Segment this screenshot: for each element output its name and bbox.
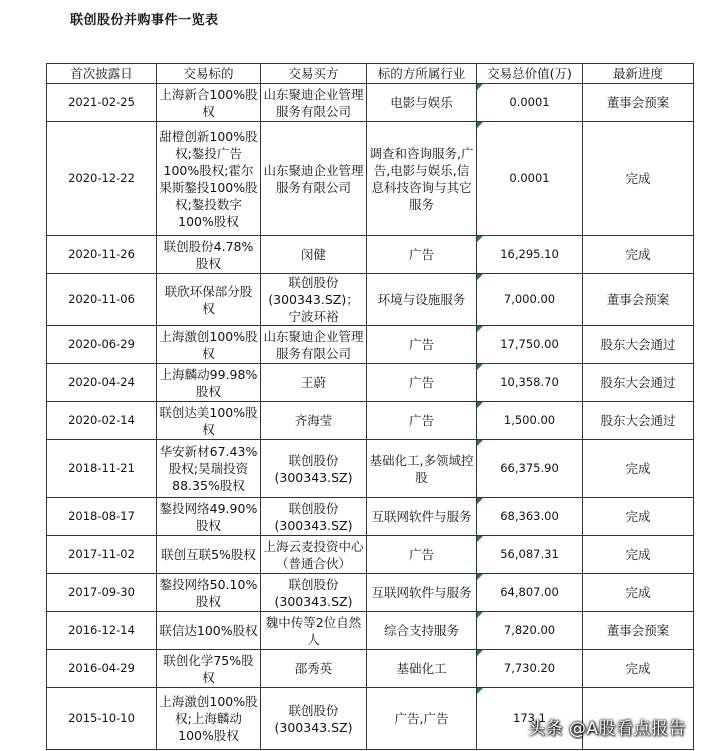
cell-disclosure-date: 2020-02-14	[47, 402, 157, 440]
cell-value: 7,820.00	[477, 612, 583, 650]
cell-buyer: 上海云麦投资中心（普通合伙）	[261, 536, 367, 574]
cell-industry: 广告	[367, 326, 477, 364]
cell-industry: 综合支持服务	[367, 612, 477, 650]
cell-disclosure-date: 2020-11-06	[47, 274, 157, 326]
cell-target: 甜橙创新100%股权;鏊投广告100%股权;霍尔果斯鏊投100%股权;鏊投数字100%股权	[157, 122, 261, 236]
cell-value: 64,807.00	[477, 574, 583, 612]
cell-progress: 完成	[583, 498, 694, 536]
cell-target: 上海麟动99.98%股权	[157, 364, 261, 402]
cell-buyer: 联创股份(300343.SZ)	[261, 574, 367, 612]
table-row	[47, 498, 694, 536]
cell-value: 0.0001	[477, 84, 583, 122]
cell-progress: 董事会预案	[583, 612, 694, 650]
table-row	[47, 440, 694, 498]
cell-industry: 广告	[367, 364, 477, 402]
cell-buyer: 山东聚迪企业管理服务有限公司	[261, 84, 367, 122]
cell-disclosure-date: 2020-11-26	[47, 236, 157, 274]
table-header-row	[47, 64, 694, 84]
cell-industry: 调查和咨询服务,广告,电影与娱乐,信息科技咨询与其它服务	[367, 122, 477, 236]
cell-industry: 电影与娱乐	[367, 84, 477, 122]
cell-target: 联创达美100%股权	[157, 402, 261, 440]
cell-industry: 环境与设施服务	[367, 274, 477, 326]
table-row	[47, 236, 694, 274]
cell-buyer: 魏中传等2位自然人	[261, 612, 367, 650]
cell-buyer: 齐海莹	[261, 402, 367, 440]
cell-disclosure-date: 2017-11-02	[47, 536, 157, 574]
cell-industry: 基础化工,多领域控股	[367, 440, 477, 498]
cell-value: 0.0001	[477, 122, 583, 236]
cell-target: 鏊投网络49.90%股权	[157, 498, 261, 536]
cell-buyer: 邵秀英	[261, 650, 367, 688]
cell-buyer: 联创股份(300343.SZ)；宁波环裕	[261, 274, 367, 326]
cell-industry: 广告	[367, 236, 477, 274]
cell-progress: 完成	[583, 122, 694, 236]
header-buyer: 交易买方	[261, 64, 367, 84]
cell-buyer: 山东聚迪企业管理服务有限公司	[261, 122, 367, 236]
cell-value: 10,358.70	[477, 364, 583, 402]
cell-industry: 广告,广告	[367, 688, 477, 750]
cell-industry: 互联网软件与服务	[367, 498, 477, 536]
table-row	[47, 122, 694, 236]
cell-progress: 完成	[583, 650, 694, 688]
table-row	[47, 650, 694, 688]
cell-disclosure-date: 2018-08-17	[47, 498, 157, 536]
header-progress: 最新进度	[583, 64, 694, 84]
cell-disclosure-date: 2018-11-21	[47, 440, 157, 498]
cell-disclosure-date: 2020-12-22	[47, 122, 157, 236]
cell-industry: 基础化工	[367, 650, 477, 688]
cell-progress: 完成	[583, 236, 694, 274]
table-row	[47, 402, 694, 440]
cell-disclosure-date: 2020-04-24	[47, 364, 157, 402]
cell-buyer: 王蔚	[261, 364, 367, 402]
cell-progress: 完成	[583, 440, 694, 498]
cell-value: 173,1	[477, 688, 583, 750]
cell-progress: 董事会预案	[583, 84, 694, 122]
cell-industry: 广告	[367, 402, 477, 440]
cell-progress: 完成	[583, 536, 694, 574]
cell-buyer: 闵健	[261, 236, 367, 274]
cell-value: 56,087.31	[477, 536, 583, 574]
cell-target: 上海新合100%股权	[157, 84, 261, 122]
cell-target: 联创互联5%股权	[157, 536, 261, 574]
cell-progress: 完成	[583, 574, 694, 612]
header-industry: 标的方所属行业	[367, 64, 477, 84]
header-disclosure-date: 首次披露日	[47, 64, 157, 84]
table-row	[47, 612, 694, 650]
cell-target: 联欣环保部分股权	[157, 274, 261, 326]
cell-progress: 股东大会通过	[583, 364, 694, 402]
cell-disclosure-date: 2020-06-29	[47, 326, 157, 364]
cell-disclosure-date: 2016-04-29	[47, 650, 157, 688]
cell-progress: 股东大会通过	[583, 402, 694, 440]
cell-progress: 股东大会通过	[583, 326, 694, 364]
table-row	[47, 274, 694, 326]
cell-target: 鏊投网络50.10%股权	[157, 574, 261, 612]
table-row	[47, 326, 694, 364]
cell-industry: 广告	[367, 536, 477, 574]
cell-disclosure-date: 2017-09-30	[47, 574, 157, 612]
cell-disclosure-date: 2015-10-10	[47, 688, 157, 750]
cell-value: 7,730.20	[477, 650, 583, 688]
cell-buyer: 联创股份(300343.SZ)	[261, 688, 367, 750]
cell-target: 联创股份4.78%股权	[157, 236, 261, 274]
cell-target: 上海激创100%股权	[157, 326, 261, 364]
cell-value: 1,500.00	[477, 402, 583, 440]
cell-target: 上海激创100%股权;上海麟动100%股权	[157, 688, 261, 750]
cell-value: 7,000.00	[477, 274, 583, 326]
cell-target: 华安新材67.43%股权;昊瑞投资88.35%股权	[157, 440, 261, 498]
cell-value: 16,295.10	[477, 236, 583, 274]
cell-buyer: 联创股份(300343.SZ)	[261, 440, 367, 498]
cell-industry: 互联网软件与服务	[367, 574, 477, 612]
cell-value: 66,375.90	[477, 440, 583, 498]
table-row	[47, 84, 694, 122]
cell-buyer: 联创股份(300343.SZ)	[261, 498, 367, 536]
merger-table	[46, 63, 694, 750]
cell-value: 68,363.00	[477, 498, 583, 536]
cell-target: 联创化学75%股权	[157, 650, 261, 688]
cell-value: 17,750.00	[477, 326, 583, 364]
cell-buyer: 山东聚迪企业管理服务有限公司	[261, 326, 367, 364]
header-target: 交易标的	[157, 64, 261, 84]
table-row	[47, 536, 694, 574]
watermark: 头条 @A股看点报告	[528, 719, 687, 739]
cell-target: 联信达100%股权	[157, 612, 261, 650]
cell-progress: 董事会预案	[583, 274, 694, 326]
cell-disclosure-date: 2021-02-25	[47, 84, 157, 122]
page-title: 联创股份并购事件一览表	[70, 13, 219, 28]
table-row	[47, 364, 694, 402]
table-row	[47, 574, 694, 612]
cell-disclosure-date: 2016-12-14	[47, 612, 157, 650]
header-value: 交易总价值(万)	[477, 64, 583, 84]
